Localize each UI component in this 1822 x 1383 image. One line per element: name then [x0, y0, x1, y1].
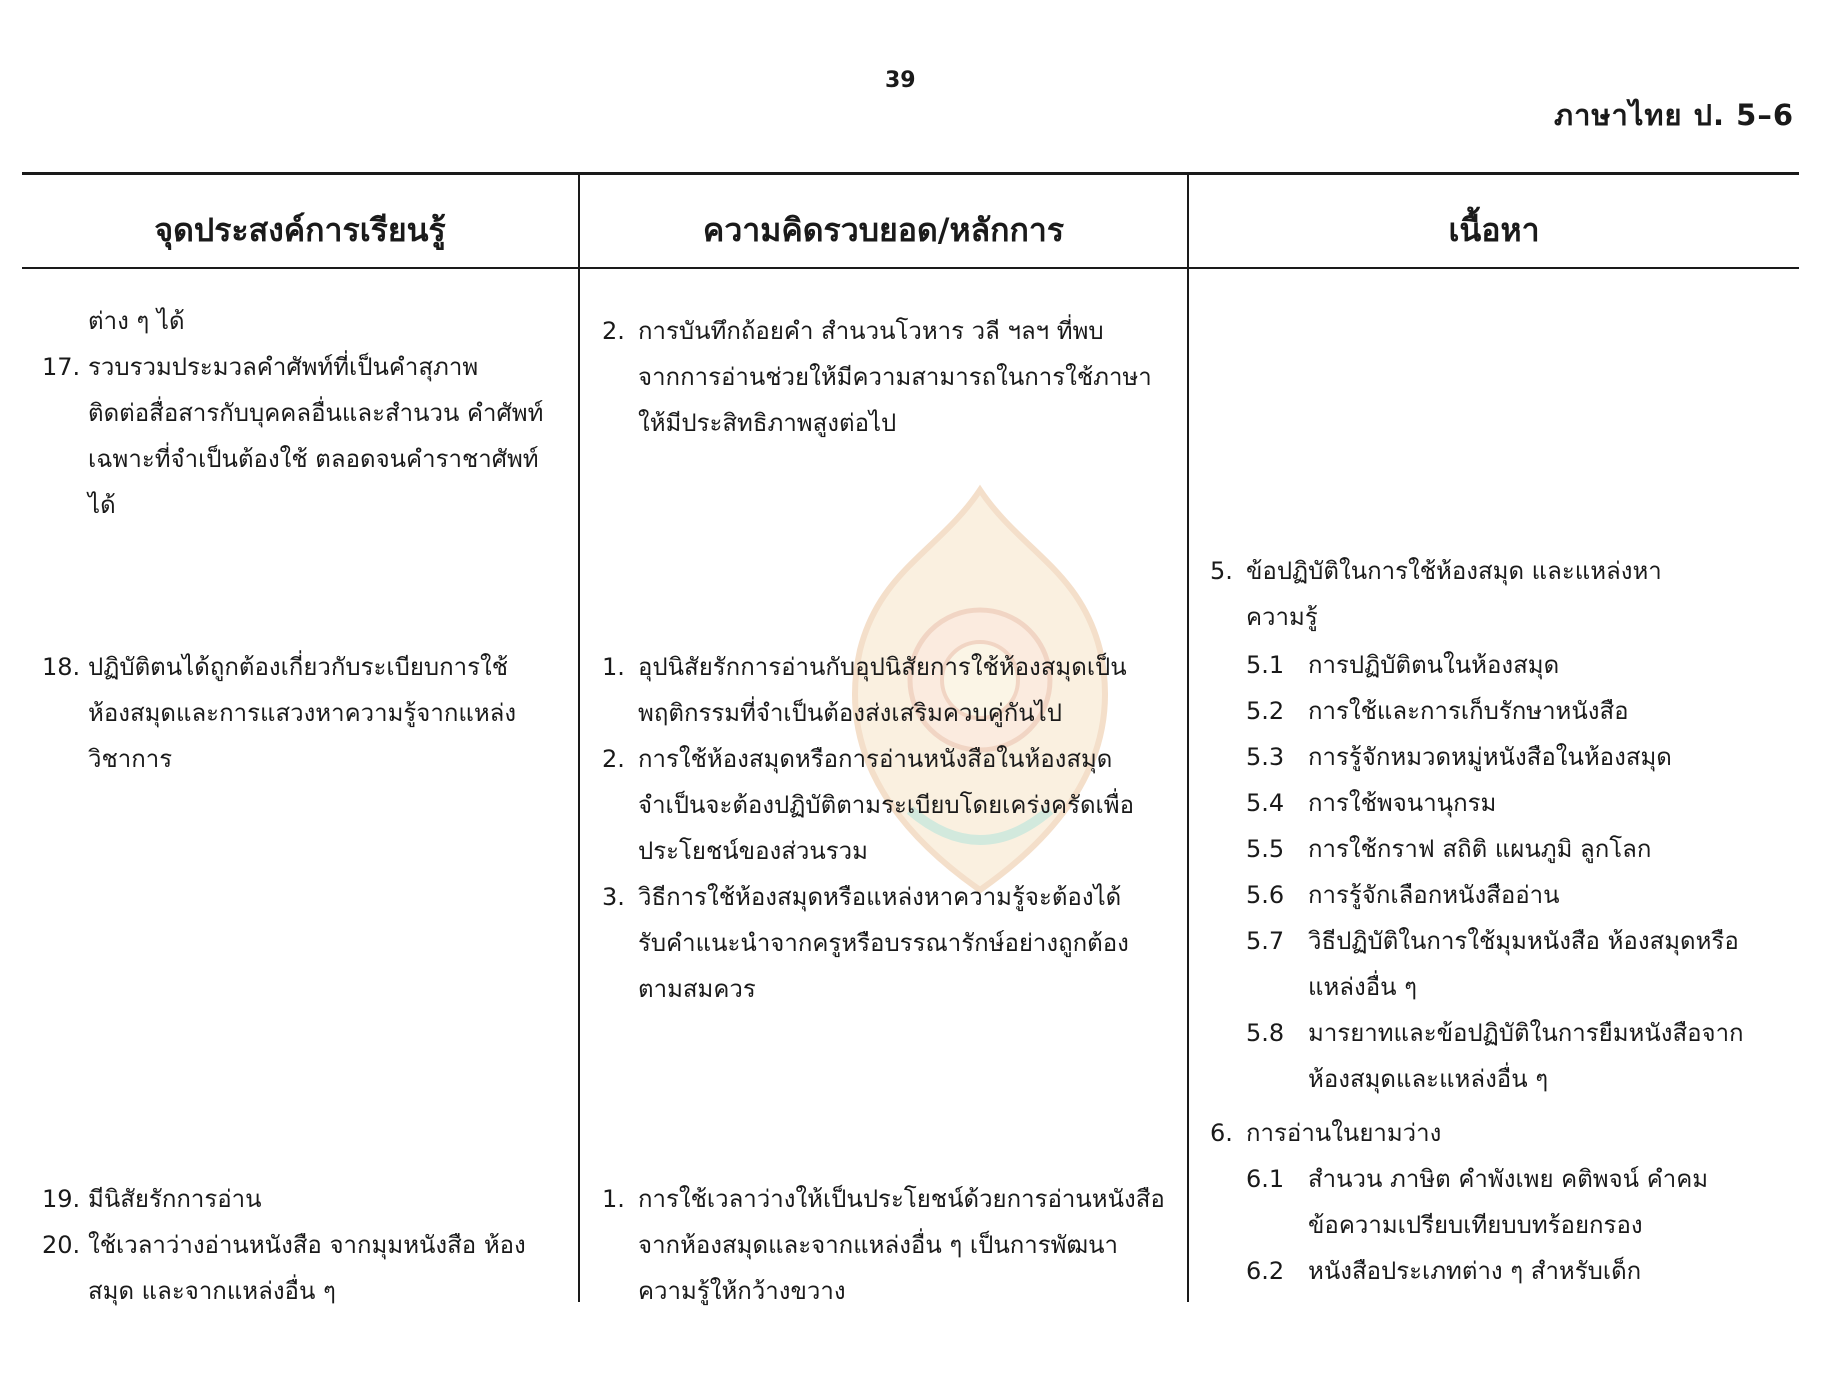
objective-line: รวบรวมประมวลคำศัพท์ที่เป็นคำสุภาพ [88, 353, 479, 381]
objective-number: 17. [42, 353, 81, 381]
content-line: การใช้พจนานุกรม [1308, 789, 1497, 817]
objective-line: ใช้เวลาว่างอ่านหนังสือ จากมุมหนังสือ ห้อง [88, 1231, 526, 1259]
concept-line: จากการอ่านช่วยให้มีความสามารถในการใช้ภาษา [638, 363, 1152, 391]
column-divider-2 [1187, 172, 1189, 1302]
content-line: ห้องสมุดและแหล่งอื่น ๆ [1308, 1065, 1549, 1093]
objective-line: ได้ [88, 491, 116, 519]
concept-number: 2. [602, 745, 625, 773]
content-number: 5.5 [1246, 835, 1285, 863]
objective-line: ติดต่อสื่อสารกับบุคคลอื่นและสำนวน คำศัพท์ [88, 399, 544, 427]
column-header-content: เนื้อหา [1448, 211, 1540, 249]
column-divider-1 [578, 172, 580, 1302]
concept-line: การใช้ห้องสมุดหรือการอ่านหนังสือในห้องสมุด [638, 745, 1113, 773]
objective-line: ปฏิบัติตนได้ถูกต้องเกี่ยวกับระเบียบการใช้ [88, 653, 509, 681]
content-line: แหล่งอื่น ๆ [1308, 973, 1418, 1001]
concept-number: 1. [602, 653, 625, 681]
concept-line: ให้มีประสิทธิภาพสูงต่อไป [638, 409, 897, 437]
content-line: การใช้และการเก็บรักษาหนังสือ [1308, 697, 1629, 725]
content-number: 6.2 [1246, 1257, 1285, 1285]
objective-continuation: ต่าง ๆ ได้ [88, 307, 185, 335]
objective-number: 19. [42, 1185, 81, 1213]
concept-line: วิธีการใช้ห้องสมุดหรือแหล่งหาความรู้จะต้องได้ [638, 883, 1122, 911]
objective-number: 18. [42, 653, 81, 681]
content-line: ข้อความเปรียบเทียบบทร้อยกรอง [1308, 1211, 1643, 1239]
concept-number: 1. [602, 1185, 625, 1213]
concept-line: พฤติกรรมที่จำเป็นต้องส่งเสริมควบคู่กันไป [638, 699, 1062, 727]
concept-line: ประโยชน์ของส่วนรวม [638, 837, 868, 865]
content-line: การอ่านในยามว่าง [1246, 1119, 1442, 1147]
content-line: การใช้กราฟ สถิติ แผนภูมิ ลูกโลก [1308, 835, 1652, 863]
content-line: หนังสือประเภทต่าง ๆ สำหรับเด็ก [1308, 1257, 1642, 1285]
concept-line: การใช้เวลาว่างให้เป็นประโยชน์ด้วยการอ่านหนังสือ [638, 1185, 1165, 1213]
concept-line: การบันทึกถ้อยคำ สำนวนโวหาร วลี ฯลฯ ที่พบ [638, 317, 1104, 345]
content-number: 5.4 [1246, 789, 1285, 817]
content-line: มารยาทและข้อปฏิบัติในการยืมหนังสือจาก [1308, 1019, 1744, 1047]
objective-line: เฉพาะที่จำเป็นต้องใช้ ตลอดจนคำราชาศัพท์ [88, 445, 539, 473]
concept-line: จากห้องสมุดและจากแหล่งอื่น ๆ เป็นการพัฒนา [638, 1231, 1119, 1259]
content-line: การปฏิบัติตนในห้องสมุด [1308, 651, 1560, 679]
content-number: 5.8 [1246, 1019, 1285, 1047]
content-line: ข้อปฏิบัติในการใช้ห้องสมุด และแหล่งหา [1246, 557, 1662, 585]
content-number: 5.1 [1246, 651, 1285, 679]
concept-number: 2. [602, 317, 625, 345]
concept-line: รับคำแนะนำจากครูหรือบรรณารักษ์อย่างถูกต้อง [638, 929, 1129, 957]
subject-title: ภาษาไทย ป. 5–6 [1554, 98, 1794, 132]
content-line: การรู้จักหมวดหมู่หนังสือในห้องสมุด [1308, 743, 1672, 771]
objective-line: ห้องสมุดและการแสวงหาความรู้จากแหล่ง [88, 699, 517, 727]
content-number: 5.6 [1246, 881, 1285, 909]
content-line: ความรู้ [1246, 603, 1318, 631]
table-header-rule [22, 267, 1799, 269]
column-header-concepts: ความคิดรวบยอด/หลักการ [702, 211, 1065, 249]
content-number: 5. [1210, 557, 1233, 585]
content-line: วิธีปฏิบัติในการใช้มุมหนังสือ ห้องสมุดหรือ [1308, 927, 1739, 955]
content-number: 5.3 [1246, 743, 1285, 771]
content-number: 6.1 [1246, 1165, 1285, 1193]
objective-line: มีนิสัยรักการอ่าน [88, 1185, 262, 1213]
concept-line: จำเป็นจะต้องปฏิบัติตามระเบียบโดยเคร่งครัดเพื่อ [638, 791, 1134, 819]
content-number: 5.7 [1246, 927, 1285, 955]
objective-number: 20. [42, 1231, 81, 1259]
objective-line: วิชาการ [88, 745, 173, 773]
table-top-rule [22, 172, 1799, 175]
concept-line: ความรู้ให้กว้างขวาง [638, 1277, 846, 1305]
concept-line: อุปนิสัยรักการอ่านกับอุปนิสัยการใช้ห้องสมุดเป็น [638, 653, 1127, 681]
column-header-objectives: จุดประสงค์การเรียนรู้ [154, 211, 446, 249]
concept-line: ตามสมควร [638, 975, 756, 1003]
content-number: 6. [1210, 1119, 1233, 1147]
content-line: สำนวน ภาษิต คำพังเพย คติพจน์ คำคม [1308, 1165, 1709, 1193]
objective-line: สมุด และจากแหล่งอื่น ๆ [88, 1277, 336, 1305]
content-number: 5.2 [1246, 697, 1285, 725]
page-number: 39 [885, 68, 916, 93]
content-line: การรู้จักเลือกหนังสืออ่าน [1308, 881, 1560, 909]
concept-number: 3. [602, 883, 625, 911]
